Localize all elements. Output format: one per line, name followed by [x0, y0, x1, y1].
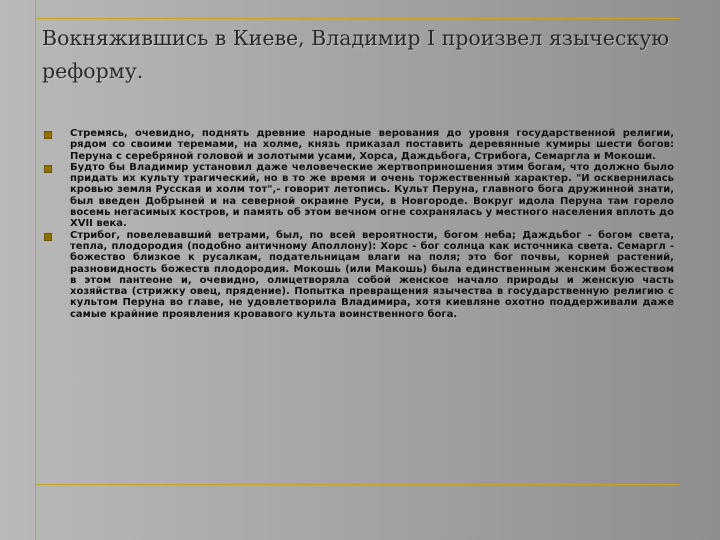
list-item — [44, 162, 674, 230]
slide-title: Вокняжившись в Киеве, Владимир I произвел языческую реформу. — [42, 26, 670, 83]
list-item-text: Будто бы Владимир установил даже человеческие жертвоприношения этим богам, что должно было придать их культу трагический, но в то же время и очень торжественный характер. "И осквернилась кровью земля Русская и холм тот",- говорит летопись. Культ Перуна, главного бога дружинной знати, был введен Добрыней и на северной окраине Руси, в Новгороде. Вокруг идола Перуна там горело восемь негасимых костров, и память об этом вечном огне сохранялась у местного населения вплоть до XVII века. — [70, 161, 674, 230]
accent-vertical-line — [35, 0, 36, 540]
square-bullet-icon — [44, 131, 52, 139]
bullet-list — [44, 128, 674, 320]
accent-top-line — [35, 18, 680, 19]
square-bullet-icon — [44, 233, 52, 241]
list-item-text: Стремясь, очевидно, поднять древние народные верования до уровня государственной религии, рядом со своими теремами, на холме, князь приказал поставить деревянные кумиры шести богов: Перуна с серебряной головой и золотыми усами, Хорса, Даждьбога, Стрибога, Семаргла и Мокоши. — [70, 128, 674, 162]
list-item — [44, 128, 674, 162]
accent-bottom-line — [35, 484, 680, 485]
list-item-text: Стрибог, повелевавший ветрами, был, по всей вероятности, богом неба; Даждьбог - богом света, тепла, плодородия (подобно античному Аполлону): Хорс - бог солнца как источника света. Семаргл - божество близкое к русалкам, подательницам влаги на поля; это бог почвы, корней растений, разновидность божеств плодородия. Мокошь (или Макошь) была единственным женским божеством в этом пантеоне и, очевидно, олицетворяла собой женское начало природы и женскую часть хозяйства (стрижку овец, прядение). Попытка превращения язычества в государственную религию с культом Перуна во главе, не удовлетворила Владимира, хотя киевляне охотно поддерживали даже самые крайние проявления кровавого культа воинственного бога. — [70, 229, 674, 320]
square-bullet-icon — [44, 165, 52, 173]
list-item — [44, 230, 674, 320]
